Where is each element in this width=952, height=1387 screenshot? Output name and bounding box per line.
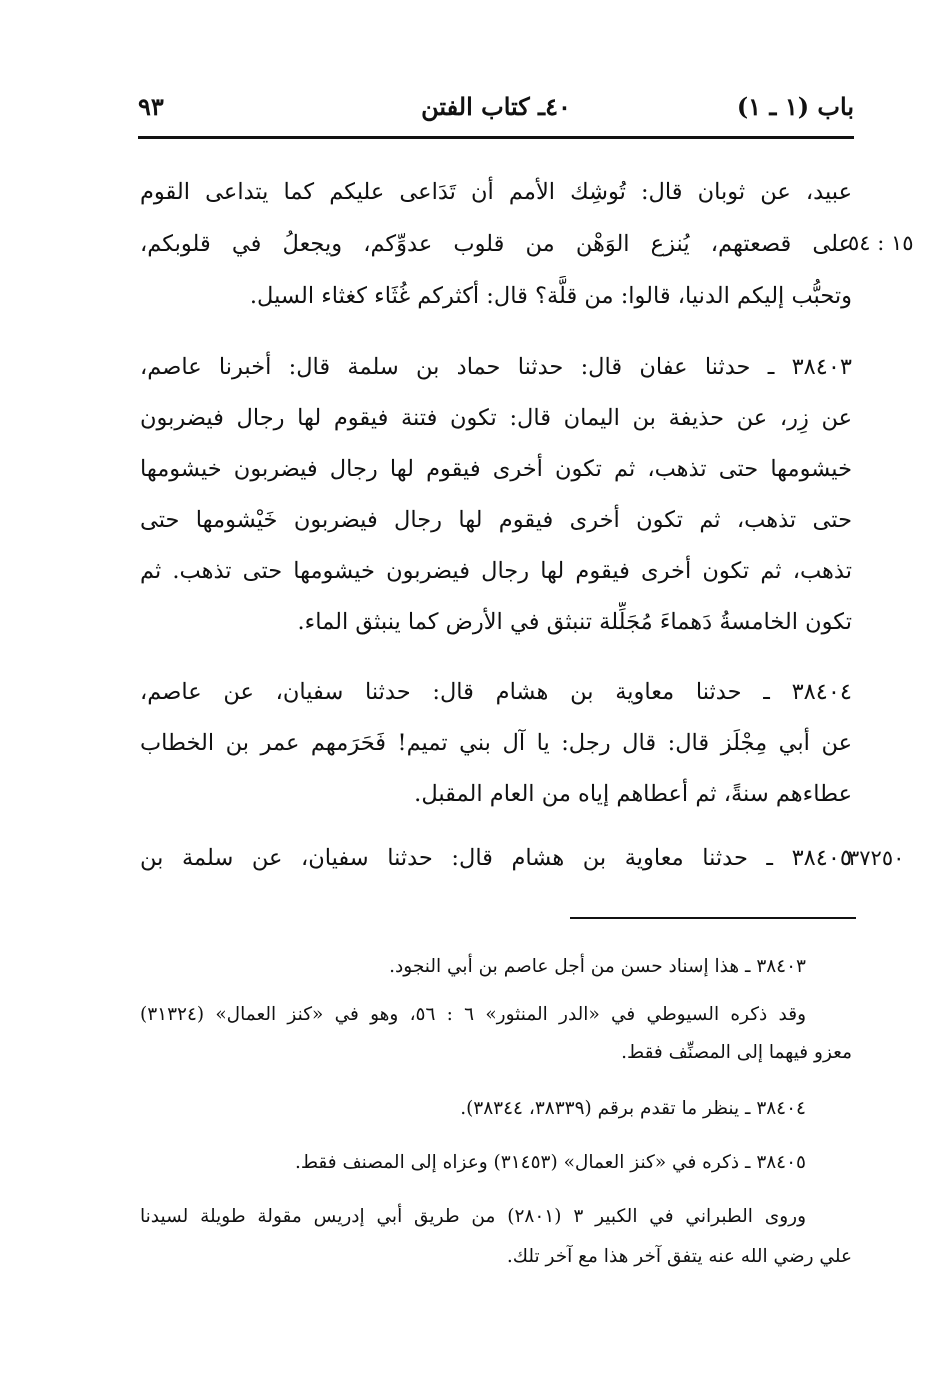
book-title: ٤٠ـ كتاب الفتن xyxy=(421,92,571,121)
body-line: عن أبي مِجْلَز قال: قال رجل: يا آل بني تميم! فَحَرَمهم عمر بن الخطاب xyxy=(140,730,852,756)
body-line: عبيد، عن ثوبان قال: تُوشِك الأمم أن تَدَاعى عليكم كما يتداعى القوم xyxy=(140,179,852,205)
footnote-line: ٣٨٤٠٥ ـ ذكره في «كنز العمال» (٣١٤٥٣) وعزاه إلى المصنف فقط. xyxy=(294,1152,806,1173)
body-line: عطاءهم سنةً، ثم أعطاهم إياه من العام المقبل. xyxy=(414,781,852,807)
page-number: ٩٣ xyxy=(138,92,164,121)
footnote-line: ٣٨٤٠٤ ـ ينظر ما تقدم برقم (٣٨٣٣٩، ٣٨٣٤٤). xyxy=(460,1098,806,1119)
body-line: ٣٨٤٠٤ ـ حدثنا معاوية بن هشام قال: حدثنا سفيان، عن عاصم، xyxy=(140,679,852,705)
body-line: ٣٨٤٠٣ ـ حدثنا عفان قال: حدثنا حماد بن سلمة قال: أخبرنا عاصم، xyxy=(140,354,852,380)
margin-note: ١٥ : ٥٤ xyxy=(848,231,914,255)
footnote-line: علي رضي الله عنه يتفق آخر هذا مع آخر تلك. xyxy=(506,1246,852,1267)
margin-note: ٣٧٢٥٠ xyxy=(848,846,905,870)
footnote-line: ٣٨٤٠٣ ـ هذا إسناد حسن من أجل عاصم بن أبي النجود. xyxy=(389,956,806,977)
footnote-line: وقد ذكره السيوطي في «الدر المنثور» ٦ : ٥٦، وهو في «كنز العمال» (٣١٣٢٤) xyxy=(140,1004,807,1025)
body-line: تذهب، ثم تكون أخرى فيقوم لها رجال فيضربون خيشومها حتى تذهب. ثم xyxy=(140,558,852,584)
header-rule xyxy=(138,136,854,139)
body-line: خيشومها حتى تذهب، ثم تكون أخرى فيقوم لها رجال فيضربون خيشومها xyxy=(140,456,852,482)
body-line: عن زِر، عن حذيفة بن اليمان قال: تكون فتنة فيقوم لها رجال فيضربون xyxy=(140,405,852,431)
footnote-rule xyxy=(570,917,856,919)
body-line: تكون الخامسةُ دَهماءَ مُجَلِّلة تنبثق في الأرض كما ينبثق الماء. xyxy=(297,609,852,635)
chapter-reference: باب (١ ـ ١) xyxy=(736,92,854,121)
footnote-line: وروى الطبراني في الكبير ٣ (٢٨٠١) من طريق أبي إدريس مقولة طويلة لسيدنا xyxy=(140,1206,806,1227)
body-line: حتى تذهب، ثم تكون أخرى فيقوم لها رجال فيضربون خَيْشومها حتى xyxy=(140,507,852,533)
page-header xyxy=(138,88,854,128)
footnote-line: معزو فيهما إلى المصنِّف فقط. xyxy=(621,1042,852,1063)
body-line: وتحبُّب إليكم الدنيا، قالوا: من قلَّة؟ قال: أكثركم غُثَاء كغثاء السيل. xyxy=(249,283,852,309)
body-line: ٣٨٤٠٥ ـ حدثنا معاوية بن هشام قال: حدثنا سفيان، عن سلمة بن xyxy=(140,845,852,871)
body-line: على قصعتهم، يُنزع الوَهْن من قلوب عدوِّكم، ويجعلُ في قلوبكم، xyxy=(140,231,852,257)
